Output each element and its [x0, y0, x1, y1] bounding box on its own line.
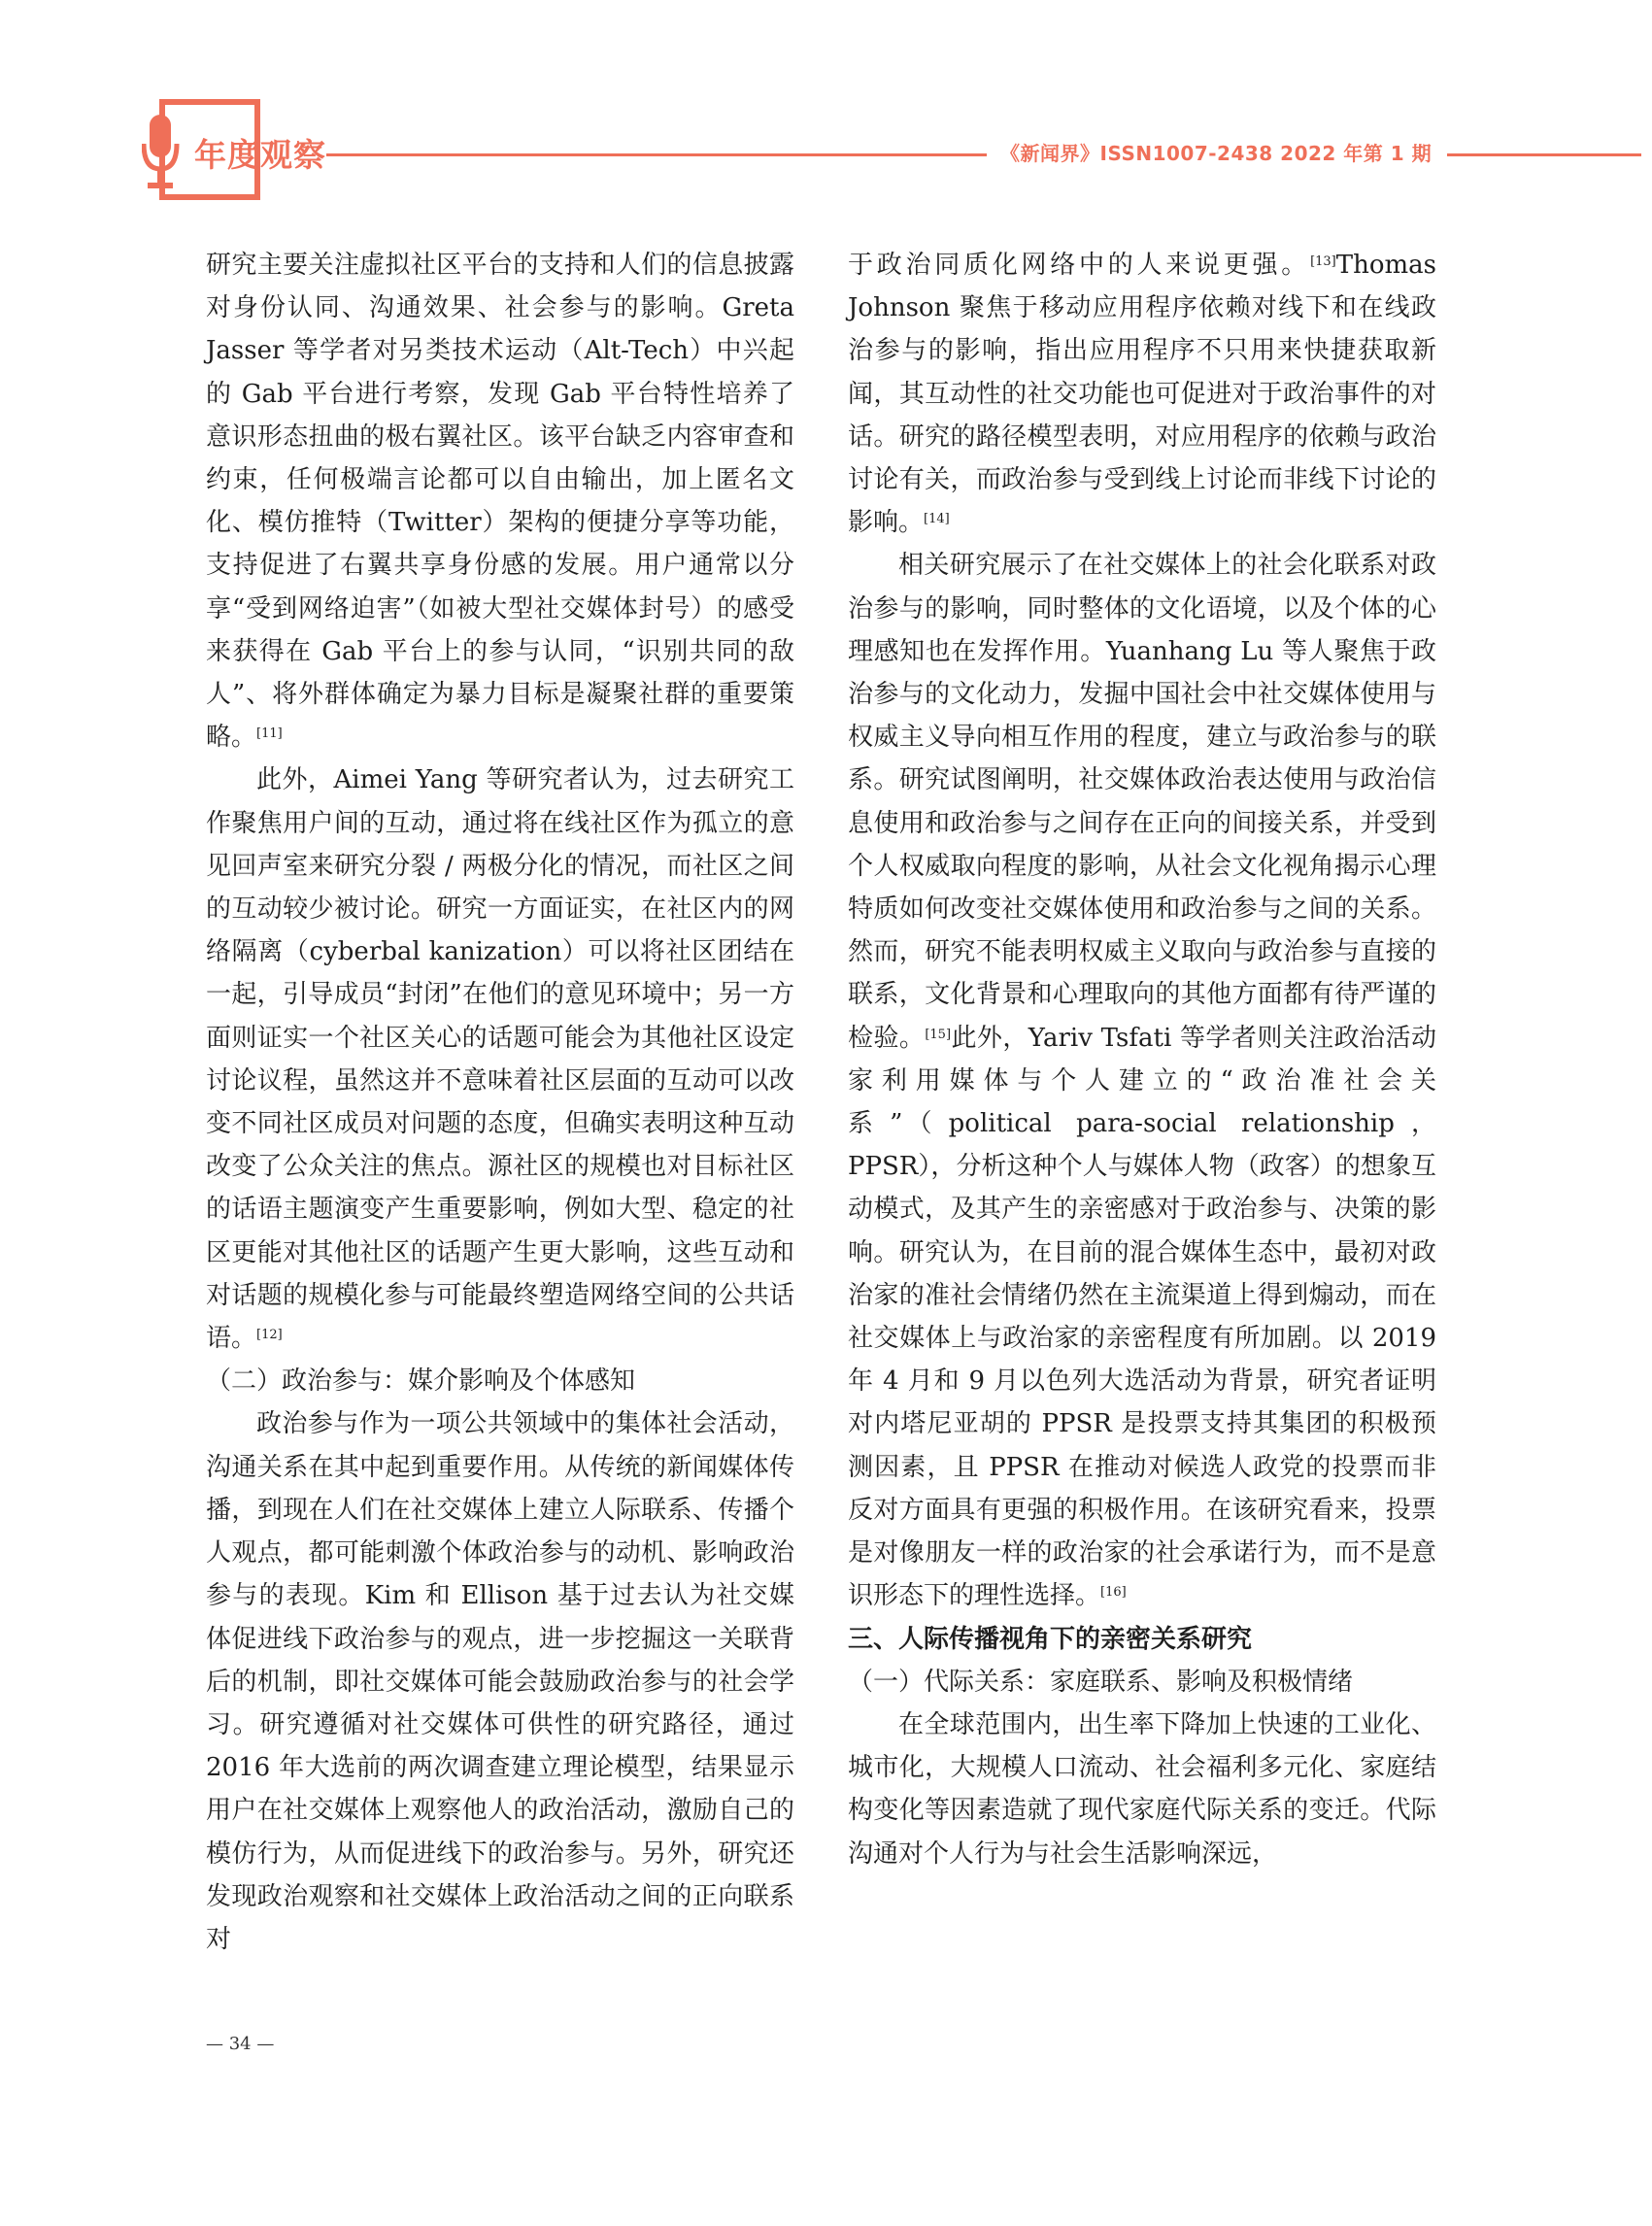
- paragraph-text: 相关研究展示了在社交媒体上的社会化联系对政治参与的影响，同时整体的文化语境，以及个体的心理感知也在发挥作用。Yuanhang Lu 等人聚焦于政治参与的文化动力，发掘中国社会中社交媒体使用与权威主义导向相互作用的程度，建立与政治参与的联系。研究试图阐明，社交媒体政治表达使用与政治信息使用和政治参与之间存在正向的间接关系，并受到个人权威取向程度的影响，从社会文化视角揭示心理特质如何改变社交媒体使用和政治参与之间的关系。然而，研究不能表明权威主义取向与政治参与直接的联系，文化背景和心理取向的其他方面都有待严谨的检验。: [848, 551, 1436, 1053]
- page-header: [0, 0, 1652, 223]
- citation: [13]: [1310, 254, 1336, 269]
- header-rule-left: [326, 153, 987, 156]
- paragraph-text: 此外，Aimei Yang 等研究者认为，过去研究工作聚焦用户间的互动，通过将在线社区作为孤立的意见回声室来研究分裂 / 两极分化的情况，而社区之间的互动较少被讨论。研究一方面证实，在社区内的网络隔离（cyberbal kanization）可以将社区团结在一起，引导成员“封闭”在他们的意见环境中；另一方面则证实一个社区关心的话题可能会为其他社区设定讨论议程，虽然这并不意味着社区层面的互动可以改变不同社区成员对问题的态度，但确实表明这种互动改变了公众关注的焦点。源社区的规模也对目标社区的话语主题演变产生重要影响，例如大型、稳定的社区更能对其他社区的话题产生更大影响，这些互动和对话题的规模化参与可能最终塑造网络空间的公共话语。: [206, 765, 794, 1354]
- citation: [16]: [1100, 1585, 1127, 1601]
- subsection-heading: （一）代际关系：家庭联系、影响及积极情绪: [848, 1667, 1354, 1697]
- right-column: [848, 244, 1436, 1875]
- paragraph: [206, 759, 794, 1360]
- section-title: 三、人际传播视角下的亲密关系研究: [848, 1624, 1253, 1654]
- citation: [14]: [924, 512, 950, 527]
- citation: [12]: [256, 1328, 283, 1343]
- microphone-icon: [142, 115, 183, 190]
- paragraph-text: 研究主要关注虚拟社区平台的支持和人们的信息披露对身份认同、沟通效果、社会参与的影响。Greta Jasser 等学者对另类技术运动（Alt-Tech）中兴起的 Gab 平台进行考察，发现 Gab 平台特性培养了意识形态扭曲的极右翼社区。该平台缺乏内容审查和约束，任何极端言论都可以自由输出，加上匿名文化、模仿推特（Twitter）架构的便捷分享等功能，支持促进了右翼共享身份感的发展。用户通常以分享“受到网络迫害”（如被大型社交媒体封号）的感受来获得在 Gab 平台上的参与认同，“识别共同的敌人”、将外群体确定为暴力目标是凝聚社群的重要策略。: [206, 251, 794, 753]
- header-rule-right: [1447, 153, 1641, 156]
- paragraph: [848, 244, 1436, 544]
- paragraph-text: 在全球范围内，出生率下降加上快速的工业化、城市化，大规模人口流动、社会福利多元化、家庭结构变化等因素造就了现代家庭代际关系的变迁。代际沟通对个人行为与社会生活影响深远，: [848, 1709, 1436, 1869]
- paragraph-text: 政治参与作为一项公共领域中的集体社会活动，沟通关系在其中起到重要作用。从传统的新闻媒体传播，到现在人们在社交媒体上建立人际联系、传播个人观点，都可能刺激个体政治参与的动机、影响政治参与的表现。Kim 和 Ellison 基于过去认为社交媒体促进线下政治参与的观点，进一步挖掘这一关联背后的机制，即社交媒体可能会鼓励政治参与的社会学习。研究遵循对社交媒体可供性的研究路径，通过 2016 年大选前的两次调查建立理论模型，结果显示用户在社交媒体上观察他人的政治活动，激励自己的模仿行为，从而促进线下的政治参与。另外，研究还发现政治观察和社交媒体上政治活动之间的正向联系对: [206, 1409, 794, 1954]
- left-column: [206, 244, 794, 1961]
- paragraph: [848, 1703, 1436, 1875]
- paragraph-text: 于政治同质化网络中的人来说更强。: [848, 251, 1311, 280]
- subsection-heading: （二）政治参与：媒介影响及个体感知: [206, 1366, 636, 1397]
- paragraph-text: 此外，Yariv Tsfati 等学者则关注政治活动家利用媒体与个人建立的“政治准社会关系”（political para-social relationship，PPSR），分析这种个人与媒体人物（政客）的想象互动模式，及其产生的亲密感对于政治参与、决策的影响。研究认为，在目前的混合媒体生态中，最初对政治家的准社会情绪仍然在主流渠道上得到煽动，而在社交媒体上与政治家的亲密程度有所加剧。以 2019 年 4 月和 9 月以色列大选活动为背景，研究者证明对内塔尼亚胡的 PPSR 是投票支持其集团的积极预测因素，且 PPSR 在推动对候选人政党的投票而非反对方面具有更强的积极作用。在该研究看来，投票是对像朋友一样的政治家的社会承诺行为，而不是意识形态下的理性选择。: [848, 1023, 1436, 1611]
- paragraph: [848, 544, 1436, 1617]
- paragraph: [206, 1402, 794, 1961]
- paragraph: [206, 244, 794, 759]
- page-number: — 34 —: [206, 2034, 275, 2054]
- citation: [11]: [256, 726, 283, 742]
- citation: [15]: [925, 1027, 952, 1042]
- section-brand: 年度观察: [194, 136, 326, 174]
- journal-info: 《新闻界》ISSN1007-2438 2022 年第 1 期: [1000, 142, 1433, 165]
- paragraph-text: Thomas Johnson 聚焦于移动应用程序依赖对线下和在线政治参与的影响，指出应用程序不只用来快捷获取新闻，其互动性的社交功能也可促进对于政治事件的对话。研究的路径模型表明，对应用程序的依赖与政治讨论有关，而政治参与受到线上讨论而非线下讨论的影响。: [848, 251, 1436, 538]
